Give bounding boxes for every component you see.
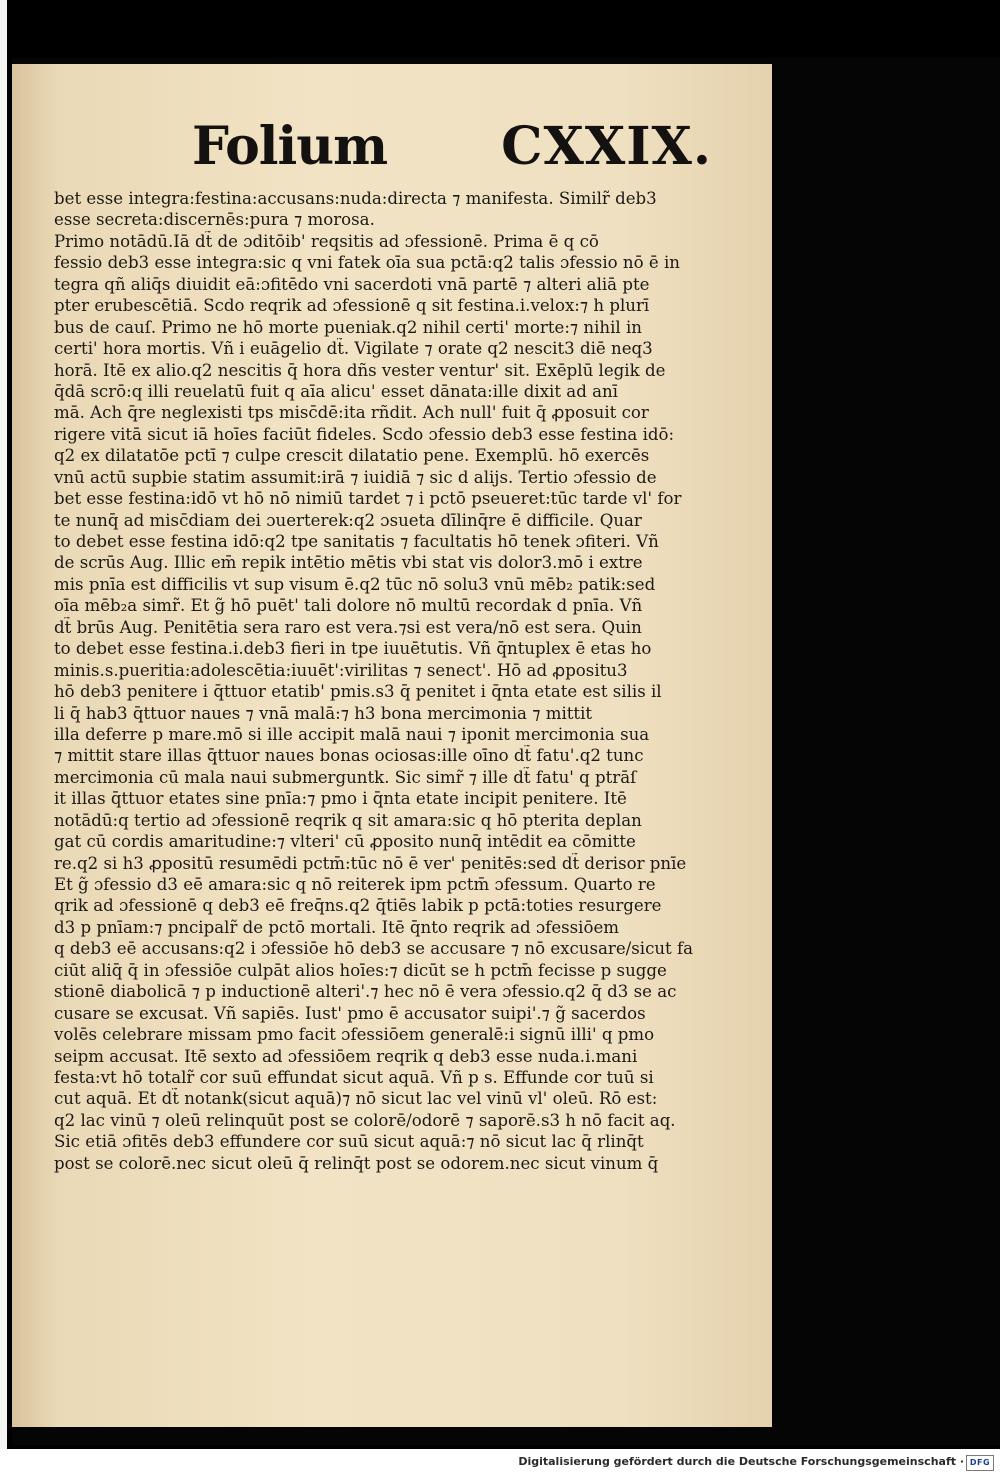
page-header: [192, 112, 712, 184]
text-line: Et g̃ ɔfessio d3 eē amara:sic q nō reiterek ipm pctm̄ ɔfessum. Quarto re: [54, 875, 656, 894]
text-line: mercimonia cū mala naui submerguntk. Sic simr̃ ⁊ ille dt̃ fatu' q ptrāſ: [54, 767, 637, 787]
text-line: cut aquā. Et dt̃ notank(sicut aquā)⁊ nō sicut lac vel vinū vl' oleū. Rō est:: [54, 1089, 658, 1109]
text-line: bus de cauſ. Primo ne hō morte pueniak.q2 nihil certi' morte:⁊ nihil in: [54, 317, 642, 337]
dfg-logo: DFG: [966, 1455, 994, 1471]
page-title: Folium: [192, 116, 388, 177]
text-line: de scrūs Aug. Illic em̄ repik intētio mētis vbi stat vis dolor3.mō i extre: [54, 553, 643, 573]
text-line: te nunq̄ ad misc̄diam dei ɔuerterek:q2 ɔsueta dīlinq̄re ē difficile. Quar: [54, 510, 642, 530]
text-line: notādū:q tertio ad ɔfessionē reqrik q sit amara:sic q hō pterita deplan: [54, 810, 642, 830]
text-line: stionē diabolicā ⁊ p inductionē alteri'.⁊ hec nō ē vera ɔfessio.q2 q̄ d3 se ac: [54, 982, 677, 1002]
text-line: bet esse festina:idō vt hō nō nimiū tardet ⁊ i pctō pseueret:tūc tarde vl' for: [54, 489, 682, 509]
text-line: post se colorē.nec sicut oleū q̄ relinq̄t post se odorem.nec sicut vinum q̄: [54, 1153, 659, 1173]
text-line: volēs celebrare missam pmo facit ɔfessiōem generalē:i signū illi' q pmo: [54, 1025, 655, 1045]
text-line: pter erubescētiā. Scdo reqrik ad ɔfessionē q sit festina.i.velox:⁊ h plurī: [54, 296, 650, 316]
text-line: mis pnīa est difficilis vt sup visum ē.q2 tūc nō solu3 vnū mēb₂ patik:sed: [54, 574, 656, 594]
text-line: oīa mēb₂a simr̃. Et g̃ hō puēt' tali dolore nō multū recordak d pnīa. Vñ: [54, 596, 643, 616]
text-line: mā. Ach q̄re neglexisti tps misc̄dē:ita rñdit. Ach null' fuit q̄ ꝓposuit cor: [54, 403, 649, 423]
text-line: ⁊ mittit stare illas q̄ttuor naues bonas ociosas:ille oīno dt̃ fatu'.q2 tunc: [54, 746, 644, 766]
text-line: horā. Itē ex alio.q2 nescitis q̄ hora dñs vester ventur' sit. Exēplū legik de: [54, 360, 666, 380]
text-line: q2 lac vinū ⁊ oleū relinquūt post se colorē/odorē ⁊ saporē.s3 h nō facit aq.: [54, 1110, 676, 1130]
text-line: Primo notādū.Iā dt̃ de ɔditōib' reqsitis ad ɔfessionē. Prima ē q cō: [54, 231, 599, 251]
text-line: seipm accusat. Itē sexto ad ɔfessiōem reqrik q deb3 esse nuda.i.mani: [54, 1046, 638, 1066]
text-line: cusare se excusat. Vñ sapiēs. Iust' pmo ē accusator suipi'.⁊ g̃ sacerdos: [54, 1003, 646, 1023]
funding-credit: Digitalisierung gefördert durch die Deutsche Forschungsgemeinschaft ·: [518, 1455, 964, 1468]
text-line: q̄dā scrō:q illi reuelatū fuit q aīa alicu' esset dānata:ille dixit ad anī: [54, 381, 618, 401]
text-line: li q̄ hab3 q̄ttuor naues ⁊ vnā malā:⁊ h3 bona mercimonia ⁊ mittit: [54, 703, 593, 723]
text-line: qrik ad ɔfessionē q deb3 eē freq̄ns.q2 q̄tiēs labik p pctā:toties resurgere: [54, 896, 662, 916]
left-margin-strip: [0, 0, 7, 1477]
text-line: to debet esse festina.i.deb3 fieri in tpe iuuētutis. Vñ q̄ntuplex ē etas ho: [54, 639, 652, 659]
text-line: q2 ex dilatatōe pctī ⁊ culpe crescit dilatatio pene. Exemplū. hō exercēs: [54, 446, 650, 466]
text-line: rigere vitā sicut iā hoīes faciūt fideles. Scdo ɔfessio deb3 esse festina idō:: [54, 424, 675, 444]
text-line: q deb3 eē accusans:q2 i ɔfessiōe hō deb3 se accusare ⁊ nō excusare/sicut fa: [54, 939, 694, 959]
text-line: Sic etiā ɔfitēs deb3 effundere cor suū sicut aquā:⁊ nō sicut lac q̄ rlinq̄t: [54, 1132, 644, 1152]
text-line: vnū actū supbie statim assumit:irā ⁊ iuidiā ⁊ sic d alijs. Tertio ɔfessio de: [54, 467, 657, 487]
text-line: re.q2 si h3 ꝓpositū resumēdi pctm̄:tūc nō ē ver' penitēs:sed dt̃ derisor pnīe: [54, 853, 687, 873]
text-line: d3 p pnīam:⁊ pncipalr̃ de pctō mortali. Itē q̄nto reqrik ad ɔfessiōem: [54, 917, 620, 937]
text-line: hō deb3 penitere i q̄ttuor etatib' pmis.s3 q̄ penitet i q̄nta etate est silis il: [54, 682, 662, 702]
folio-number: CXXIX.: [501, 116, 712, 177]
text-line: fessio deb3 esse integra:sic q vni fatek oīa sua pctā:q2 talis ɔfessio nō ē in: [54, 253, 680, 273]
text-line: bet esse integra:festina:accusans:nuda:directa ⁊ manifesta. Similr̃ deb3: [54, 189, 657, 208]
text-line: ciūt aliq̄ q̄ in ɔfessiōe culpāt alios hoīes:⁊ dicūt se h pctm̄ fecisse p sugge: [54, 960, 667, 980]
text-line: tegra qñ aliq̄s diuidit eā:ɔfitēdo vni sacerdoti vnā partē ⁊ alteri aliā pte: [54, 274, 650, 294]
text-block: [54, 188, 714, 1174]
text-line: minis.s.pueritia:adolescētia:iuuēt':virilitas ⁊ senect'. Hō ad ꝓpositu3: [54, 660, 628, 680]
text-line: certi' hora mortis. Vñ i euāgelio dt̃. Vigilate ⁊ orate q2 nescit3 diē neq3: [54, 339, 653, 359]
text-line: dt̃ brūs Aug. Penitētia sera raro est vera.⁊si est vera/nō est sera. Quin: [54, 617, 642, 637]
text-line: it illas q̄ttuor etates sine pnīa:⁊ pmo i q̄nta etate incipit penitere. Itē: [54, 789, 627, 809]
text-line: illa deferre p mare.mō si ille accipit malā naui ⁊ iponit mercimonia sua: [54, 724, 650, 744]
text-line: festa:vt hō totalr̃ cor suū effundat sicut aquā. Vñ p s. Effunde cor tuū si: [54, 1067, 654, 1087]
text-line: gat cū cordis amaritudine:⁊ vlteri' cū ꝓposito nunq̄ intēdit ea cōmitte: [54, 832, 636, 852]
text-line: esse secreta:discernēs:pura ⁊ morosa.: [54, 210, 375, 230]
text-line: to debet esse festina idō:q2 tpe sanitatis ⁊ facultatis hō tenek ɔfiteri. Vñ: [54, 532, 659, 551]
